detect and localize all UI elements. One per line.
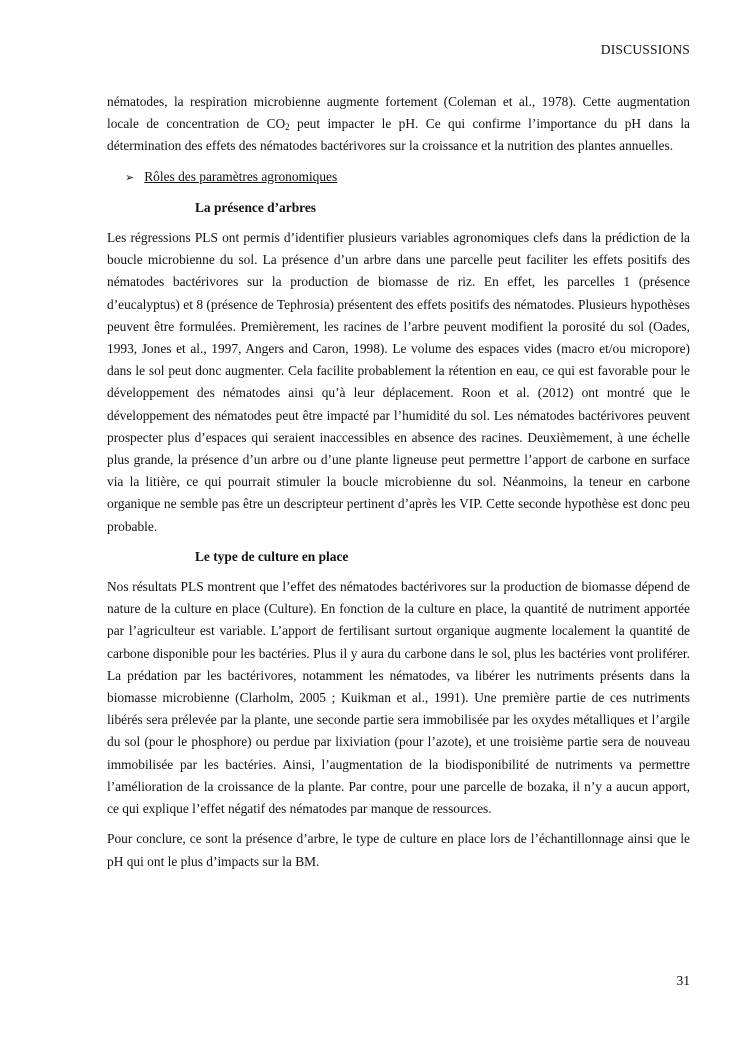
co2-subscript: 2: [285, 122, 290, 133]
page-body: [107, 91, 690, 873]
bullet-item: [125, 166, 690, 189]
page-number: 31: [676, 973, 690, 988]
section-heading-culture: Le type de culture en place: [195, 548, 349, 564]
bullet-label: Rôles des paramètres agronomiques: [144, 168, 338, 184]
arrow-bullet-icon: ➢: [125, 170, 135, 184]
intro-paragraph: [107, 91, 690, 158]
running-header: DISCUSSIONS: [600, 42, 690, 57]
conclusion-paragraph: Pour conclure, ce sont la présence d’arbre, le type de culture en place lors de l’échantillonnage ainsi que le pH qui ont le plus d’impacts sur la BM.: [107, 831, 690, 869]
culture-paragraph: Nos résultats PLS montrent que l’effet des nématodes bactérivores sur la production de biomasse dépend de nature de la culture en place (Culture). En fonction de la culture en place, la quantité de nutriment apportée par l’agriculteur est variable. L’apport de fertilisant surtout organique augmente localement la quantité de carbone disponible pour les bactéries. Plus il y aura du carbone dans le sol, plus les bactéries vont proliférer. La prédation par les bactérivores, notamment les nématodes, va libérer les nutriments présents dans la biomasse microbienne (Clarholm, 2005 ; Kuikman et al., 1991). Une première partie de ces nutriments libérés sera prélevée par la plante, une seconde partie sera immobilisée par les oxydes métalliques et l’argile du sol (pour le phosphore) ou perdue par lixiviation (pour l’azote), et une troisième partie sera de nouveau immobilisée par les bactéries. Ainsi, l’augmentation de la biodisponibilité de nutriments va permettre l’amélioration de la croissance de la plante. Par contre, pour une parcelle de bozaka, il n’y a aucun apport, ce qui explique l’effet négatif des nématodes par manque de ressources.: [107, 579, 690, 817]
intro-text-part2: peut impacter le pH. Ce qui confirme l’importance du pH dans la détermination des effets des nématodes bactérivores sur la croissance et la nutrition des plantes annuelles.: [107, 116, 690, 154]
section-heading-trees: La présence d’arbres: [195, 199, 316, 215]
trees-paragraph: Les régressions PLS ont permis d’identifier plusieurs variables agronomiques clefs dans la prédiction de la boucle microbienne du sol. La présence d’un arbre dans une parcelle peut faciliter les effets positifs des nématodes bactérivores sur la production de biomasse de riz. En effet, les parcelles 1 (présence d’eucalyptus) et 8 (présence de Tephrosia) présentent des effets positifs des nématodes. Plusieurs hypothèses peuvent être formulées. Premièrement, les racines de l’arbre peuvent modifient la porosité du sol (Oades, 1993, Jones et al., 1997, Angers and Caron, 1998). Le volume des espaces vides (macro et/ou micropore) dans le sol peut donc augmenter. Cela facilite probablement la rétention en eau, ce qui est favorable pour le développement des nématodes ainsi qu’à leur déplacement. Roon et al. (2012) ont montré que le développement des nématodes peut être impacté par l’humidité du sol. Les nématodes bactérivores peuvent prospecter plus d’espaces qui seraient inaccessibles en absence des racines. Deuxièmement, à une échelle plus grande, la présence d’un arbre ou d’une plante ligneuse peut permettre l’apport de carbone en surface via la litière, ce qui pourrait stimuler la boucle microbienne du sol. Néanmoins, la teneur en carbone organique ne semble pas être un descripteur pertinent d’après les VIP. Cette seconde hypothèse est donc peu probable.: [107, 230, 690, 534]
intro-text-part1: nématodes, la respiration microbienne augmente fortement (Coleman et al., 1978). Cette augmentation locale de concentration de CO: [107, 94, 690, 132]
